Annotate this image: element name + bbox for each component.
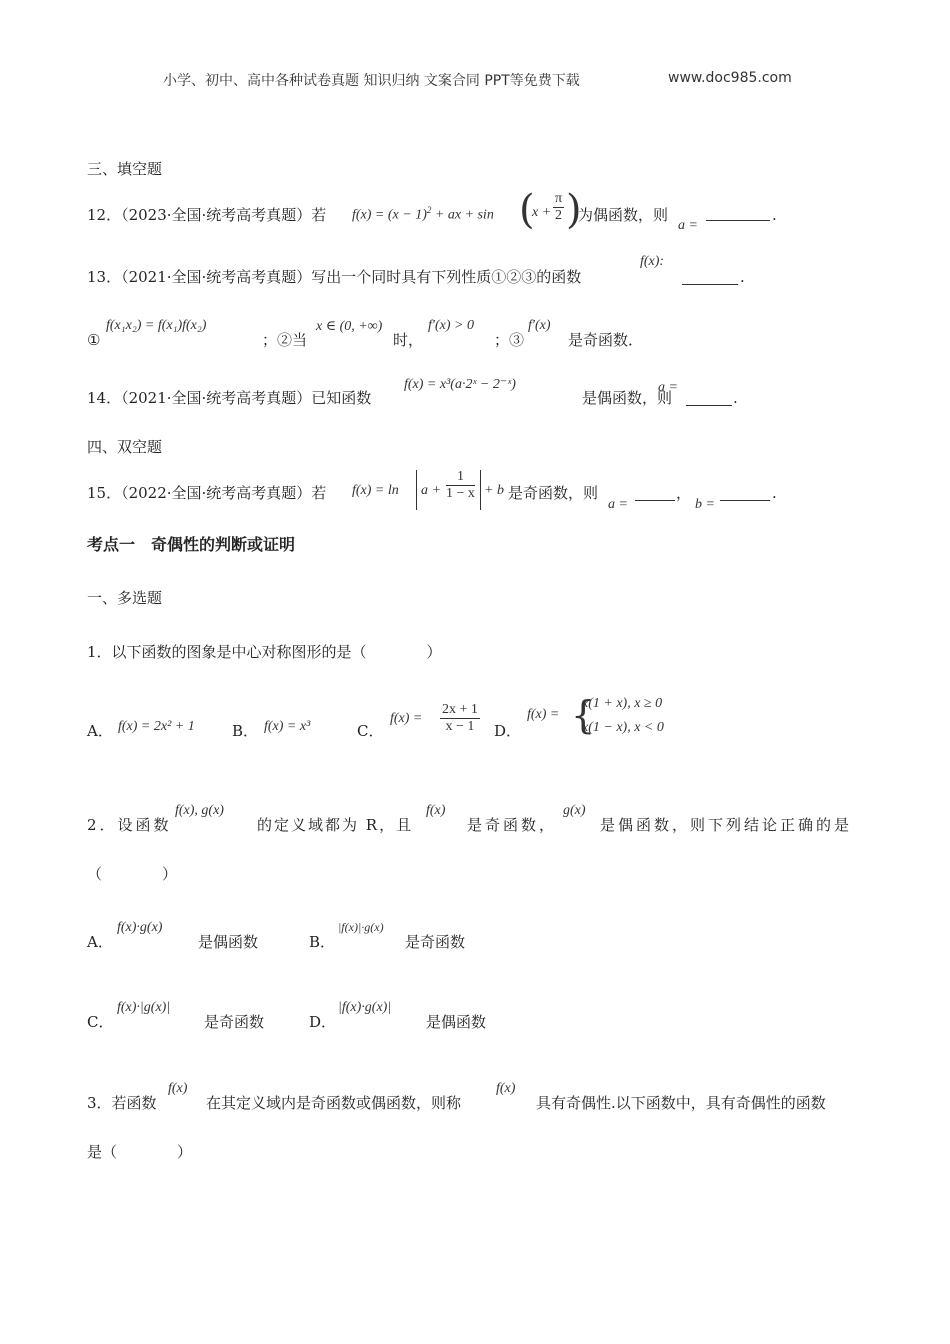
q15-mid: 是奇函数，则 (508, 484, 599, 502)
page-header (163, 70, 580, 90)
q2-option-c-formula: f(x)·|g(x)| (117, 1000, 171, 1015)
q12-two: 2 (555, 208, 563, 223)
q1-c-numerator: 2x + 1 (442, 702, 478, 717)
q2-option-a-label[interactable]: A． (87, 933, 113, 951)
topic-title: 考点一 奇偶性的判断或证明 (87, 535, 296, 554)
question-3-stem-a: 3．若函数 (87, 1094, 157, 1112)
q12-blank[interactable] (706, 218, 770, 221)
q13-f-colon: f(x): (640, 254, 665, 269)
q2-option-b-text: 是奇函数 (405, 933, 466, 951)
q13-prop-2: x ∈ (0, +∞) (316, 319, 383, 334)
q2-stem-c: 是奇函数， (467, 816, 558, 834)
section-heading-fill: 三、填空题 (87, 160, 163, 178)
q2-fx: f(x) (426, 803, 446, 818)
q1-option-d-f: f(x) = (527, 707, 560, 722)
section-heading-dual: 四、双空题 (87, 438, 163, 456)
q15-abs-left (416, 470, 417, 510)
q2-stem-d: 是偶函数，则下列结论正确的是 (600, 816, 853, 834)
q12-end: . (772, 206, 777, 224)
q13-end: . (740, 268, 745, 286)
q2-option-a-text: 是偶函数 (198, 933, 259, 951)
question-12 (87, 205, 326, 225)
q2-option-d-label[interactable]: D． (309, 1013, 337, 1031)
q13-text-2: 时， (393, 331, 424, 349)
q14-mid: 是偶函数，则 (582, 389, 673, 407)
q15-end: . (772, 484, 777, 502)
header-text: 小学、初中、高中各种试卷真题 知识归纳 文案合同 PPT等免费下载 (163, 73, 580, 89)
q12-pi: π (555, 191, 563, 206)
question-1-stem: 1．以下函数的图象是中心对称图形的是（ ） (87, 643, 442, 661)
q12-x-plus: x + (532, 205, 552, 220)
q2-option-c-label[interactable]: C． (87, 1013, 114, 1031)
q1-d-brace: { (571, 693, 596, 737)
q15-a-plus: a + (421, 483, 441, 498)
q1-c-denominator: x − 1 (445, 719, 475, 734)
q3-stem-b: 在其定义域内是奇函数或偶函数，则称 (206, 1094, 462, 1112)
q15-fraction (446, 469, 475, 502)
header-url[interactable]: www.doc985.com (668, 70, 792, 86)
q15-num: 1 (446, 469, 475, 486)
q12-formula-part-a: f(x) = (x − 1) (352, 207, 427, 223)
q2-option-a-formula: f(x)·g(x) (117, 920, 163, 935)
q3-line-2: 是（ ） (87, 1143, 193, 1161)
q1-option-b-label[interactable]: B． (232, 722, 259, 740)
q1-option-a-formula: f(x) = 2x² + 1 (118, 719, 195, 734)
q15-den: 1 − x (446, 486, 475, 501)
q14-blank[interactable] (686, 403, 732, 406)
q15-blank-b[interactable] (720, 498, 770, 501)
q3-fx-1: f(x) (168, 1081, 188, 1096)
question-15: 15．（2022·全国·统考高考真题）若 (87, 484, 327, 502)
q2-option-d-formula: |f(x)·g(x)| (338, 1000, 392, 1015)
q12-exponent: 2 (426, 205, 432, 215)
q12-pi-fraction (553, 191, 564, 224)
q2-option-d-text: 是偶函数 (426, 1013, 487, 1031)
q12-prefix: 12．（2023·全国·统考高考真题）若 (87, 206, 327, 224)
q2-fg: f(x), g(x) (175, 803, 224, 818)
q1-option-c-fraction (440, 702, 480, 735)
q12-paren-right: ) (566, 187, 582, 233)
q2-paren: （ ） (87, 865, 178, 883)
q1-option-c-f: f(x) = (390, 711, 423, 726)
q13-sep-1: ；②当 (262, 331, 308, 349)
q15-a-eq: a = (608, 497, 628, 512)
q15-f-ln: f(x) = ln (352, 483, 399, 498)
q2-option-c-text: 是奇函数 (204, 1013, 265, 1031)
q12-a-eq: a = (678, 218, 698, 233)
q13-sep-2: ；③ (494, 331, 525, 349)
q1-d-case-2: x(1 − x), x < 0 (582, 720, 664, 735)
q15-comma: ， (676, 484, 692, 502)
q2-stem-b: 的定义域都为 R，且 (257, 816, 414, 834)
q1-option-d-label[interactable]: D． (494, 722, 522, 740)
q13-prop-4: f′(x) (528, 318, 551, 333)
q1-option-a-label[interactable]: A． (87, 722, 113, 740)
q12-formula-part-b: + ax + sin (431, 207, 494, 223)
q12-mid: 为偶函数，则 (578, 206, 669, 224)
q2-gx: g(x) (563, 803, 586, 818)
question-13: 13．（2021·全国·统考高考真题）写出一个同时具有下列性质①②③的函数 (87, 268, 582, 286)
section-heading-multi: 一、多选题 (87, 589, 163, 607)
q14-a-eq: a = (658, 380, 678, 395)
q2-stem-a: 2．设函数 (87, 816, 172, 834)
q15-b-eq: b = (695, 497, 715, 512)
q2-option-b-label[interactable]: B． (309, 933, 336, 951)
q15-plus-b: + b (484, 483, 504, 498)
q2-option-b-formula: |f(x)|·g(x) (338, 920, 384, 934)
q15-blank-a[interactable] (635, 498, 675, 501)
question-14: 14．（2021·全国·统考高考真题）已知函数 (87, 389, 372, 407)
q12-paren-left: ( (519, 187, 535, 233)
q14-formula: f(x) = x³(a·2ˣ − 2⁻ˣ) (404, 377, 516, 392)
q12-formula (352, 205, 494, 224)
q13-circle-1: ① (87, 331, 101, 349)
q13-prop-3: f′(x) > 0 (428, 318, 474, 333)
q14-end: . (733, 389, 738, 407)
q1-d-case-1: x(1 + x), x ≥ 0 (582, 696, 663, 711)
q15-abs-right (480, 470, 481, 510)
q1-option-b-formula: f(x) = x³ (264, 719, 311, 734)
q13-prop-1: f(x₁x₂) = f(x₁)f(x₂) (106, 318, 207, 333)
q3-stem-c: 具有奇偶性.以下函数中，具有奇偶性的函数 (536, 1094, 826, 1112)
q13-blank[interactable] (682, 282, 738, 285)
q1-option-c-label[interactable]: C． (357, 722, 384, 740)
q13-text-4: 是奇函数． (568, 331, 644, 349)
q3-fx-2: f(x) (496, 1081, 516, 1096)
